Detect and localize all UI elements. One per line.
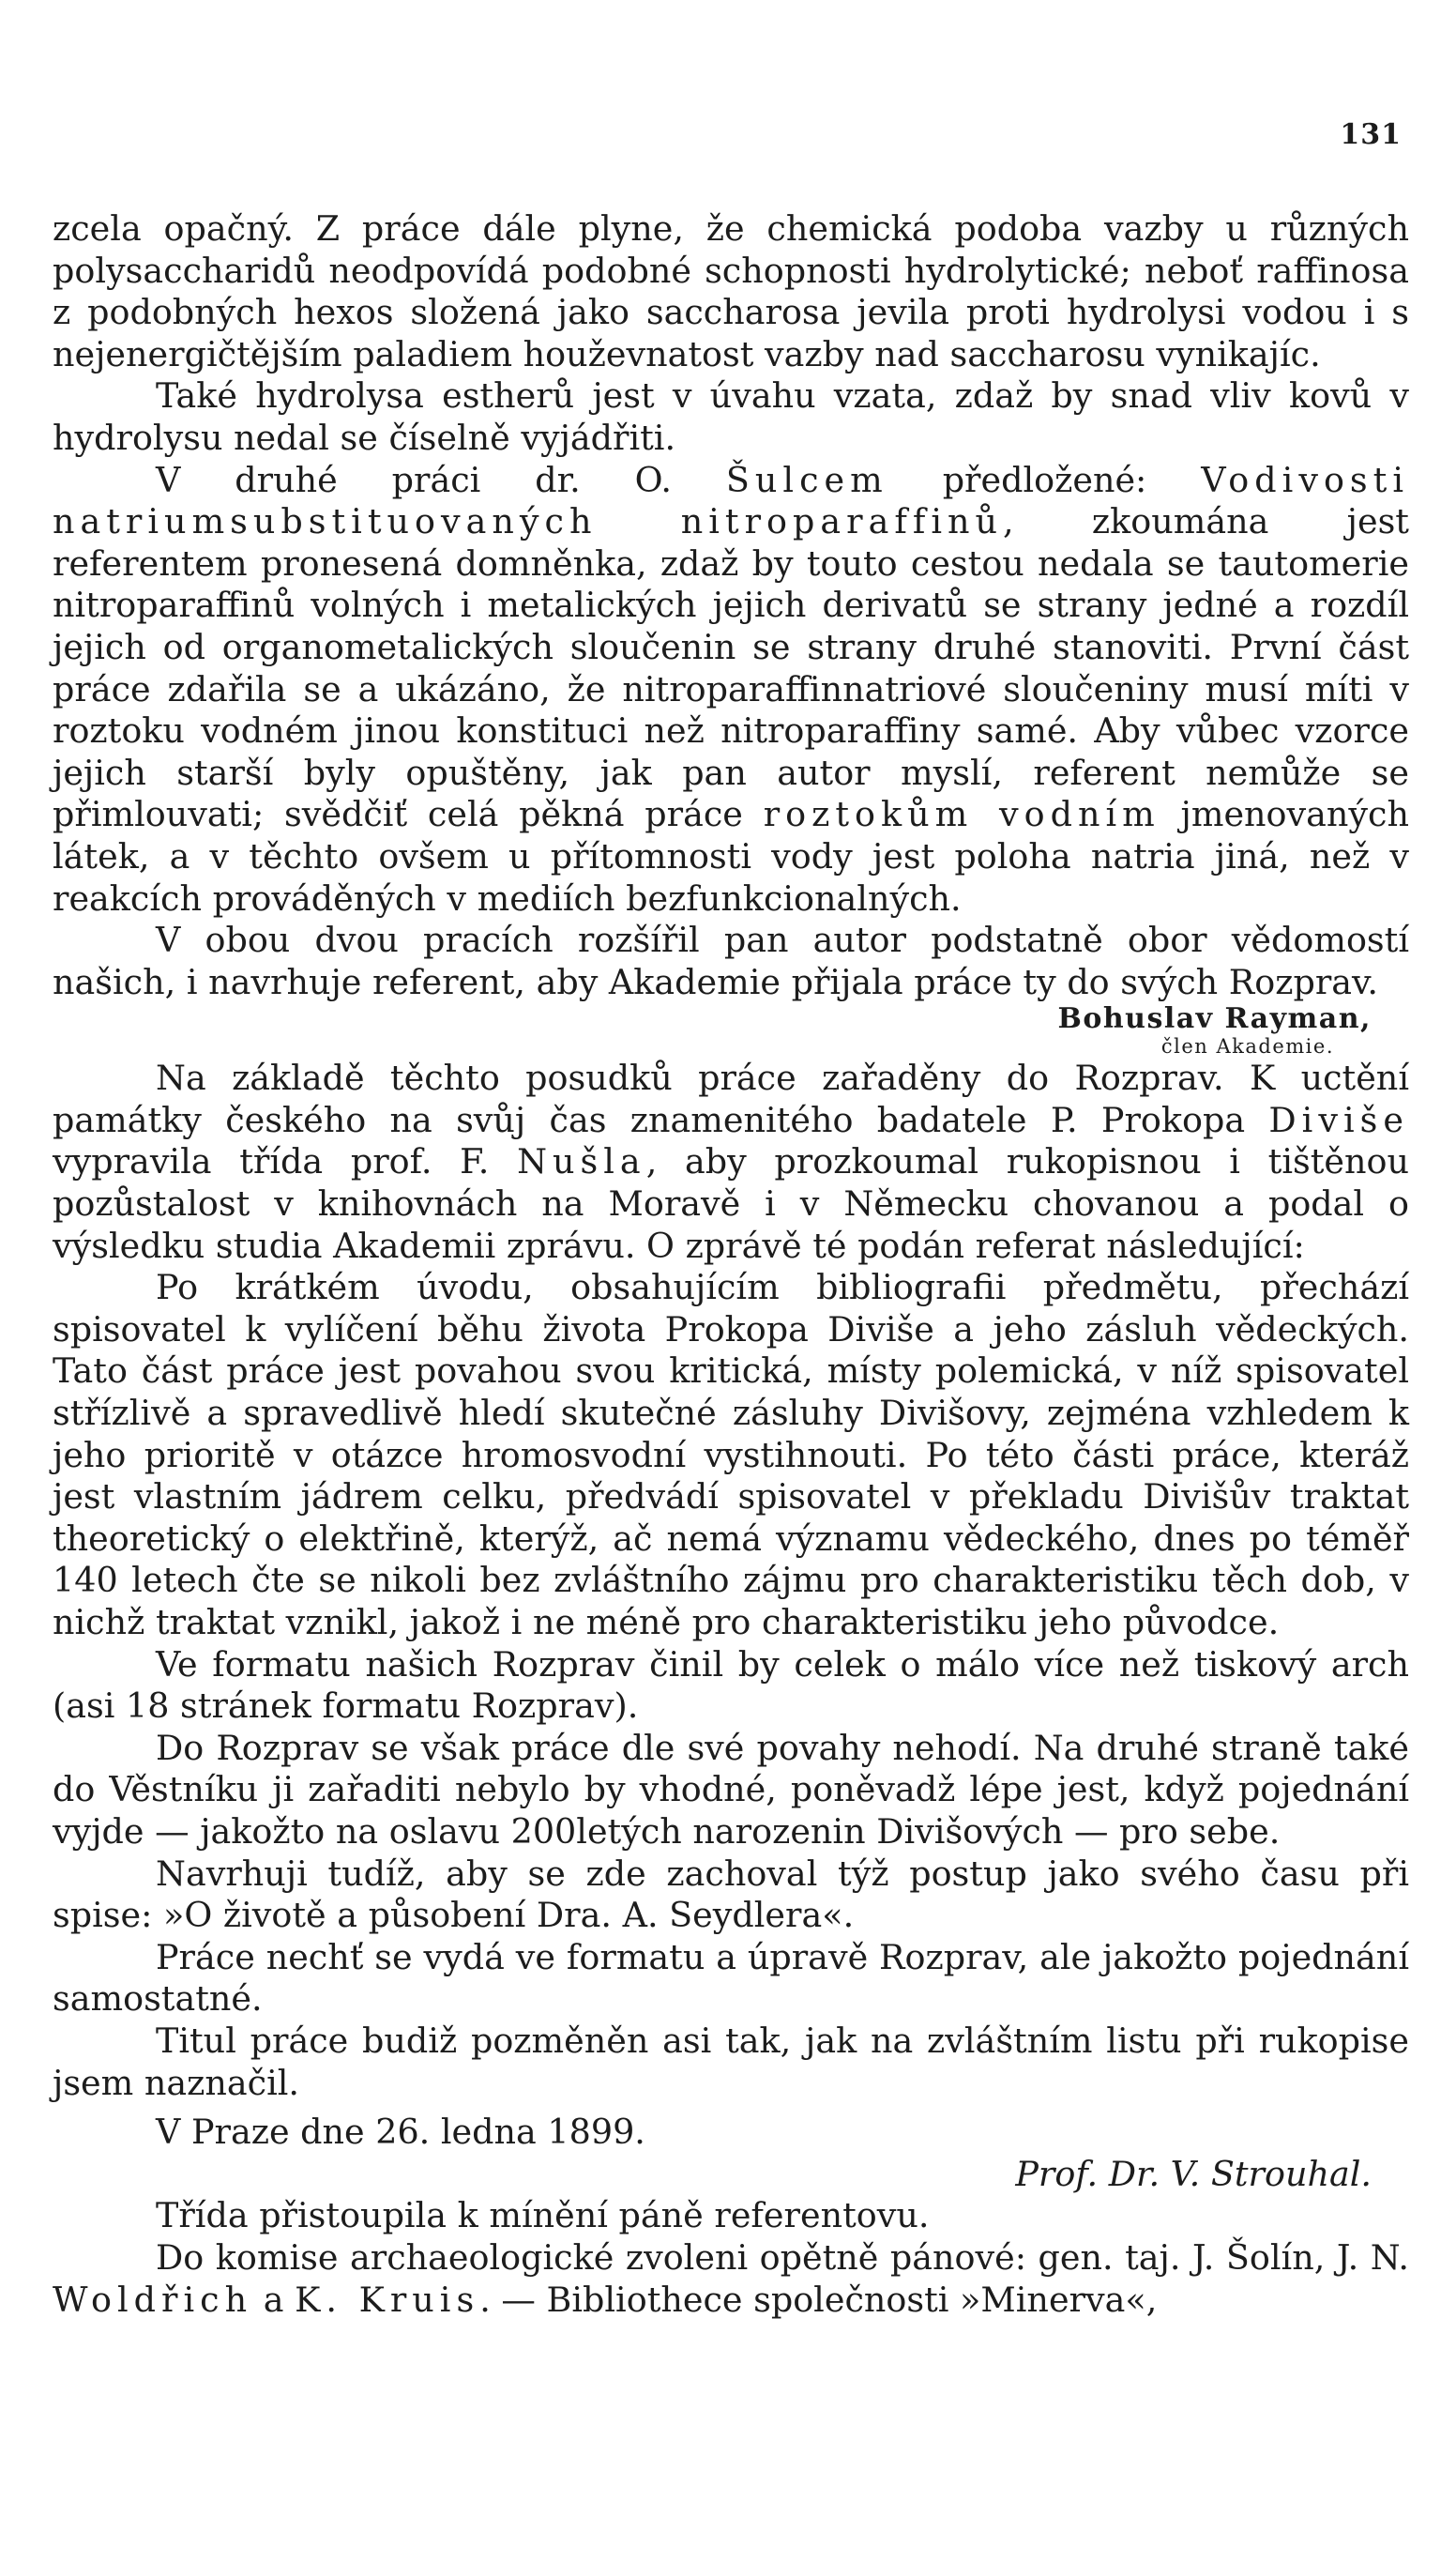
paragraph-text: a bbox=[252, 2279, 296, 2320]
paragraph bbox=[53, 1644, 1409, 1728]
paragraph-text: zcela opačný. Z práce dále plyne, že chemická podoba vazby u různých polysaccharidů neodpovídá podobné schopnosti hydrolytické; neboť raffinosa z podobných hexos složená jako saccharosa jevila proti hydrolysi vodou i s nejenergičtějším paladiem houževnatost vazby nad saccharosu vynikajíc. bbox=[53, 208, 1409, 374]
paragraph-text: Do Rozprav se však práce dle své povahy nehodí. Na druhé straně také do Věstníku ji zařaditi nebylo by vhodné, poněvadž lépe jest, když pojednání vyjde — jakožto na oslavu 200letých narozenin Divišových — pro sebe. bbox=[53, 1727, 1409, 1852]
paragraph-text: Titul práce budiž pozměněn asi tak, jak na zvláštním listu při rukopise jsem naznačil. bbox=[53, 2020, 1409, 2103]
signature-name: Bohuslav Rayman, bbox=[1057, 1002, 1372, 1036]
paragraph bbox=[53, 375, 1409, 459]
paragraph-text: , aby prozkoumal rukopisnou i tištěnou pozůstalost v knihovnách na Moravě i v Německu chovanou a podal o výsledku studia Akademii zprávu. O zprávě té podán referat následující: bbox=[53, 1141, 1409, 1266]
person-name: Woldřich bbox=[53, 2279, 253, 2320]
body-text bbox=[53, 208, 1409, 2321]
person-name: Šolín bbox=[1225, 2236, 1314, 2278]
paragraph bbox=[53, 2237, 1409, 2321]
person-name: K. Kruis bbox=[295, 2279, 480, 2320]
paragraph-text: Do komise archaeologické zvoleni opětně pánové: gen. taj. J. bbox=[156, 2236, 1226, 2278]
paragraph bbox=[53, 1728, 1409, 1853]
paragraph-text: , zkoumána jest referentem pronesená domněnka, zdaž by touto cestou nedala se tautomerie nitroparaffinů volných i metalických jejich derivatů se strany jedné a rozdíl jejich od organometalických sloučenin se strany druhé stanoviti. První část práce zdařila se a ukázáno, že nitroparaffinnatriové sloučeniny musí míti v roztoku vodném jinou konstituci než nitroparaffiny samé. Aby vůbec vzorce jejich starší byly opuštěny, jak pan autor myslí, referent nemůže se přimlouvati; svědčiť celá pěkná práce bbox=[53, 501, 1409, 835]
paragraph bbox=[53, 1267, 1409, 1643]
person-name: Diviše bbox=[1268, 1099, 1409, 1140]
paragraph bbox=[53, 208, 1409, 375]
paragraph-text: Ve formatu našich Rozprav činil by celek o málo více než tiskový arch (asi 18 stránek formatu Rozprav). bbox=[53, 1643, 1409, 1727]
paragraph bbox=[53, 1853, 1409, 1937]
paragraph-text: , J. N. bbox=[1313, 2236, 1409, 2278]
paragraph-text: Navrhuji tudíž, aby se zde zachoval týž postup jako svého času při spise: »O životě a působení Dra. A. Seydlera«. bbox=[53, 1853, 1409, 1936]
paragraph-text: Práce nechť se vydá ve formatu a úpravě Rozprav, ale jakožto pojednání samostatné. bbox=[53, 1936, 1409, 2020]
author-name: Šulcem bbox=[725, 459, 888, 500]
page-number: 131 bbox=[1340, 118, 1402, 151]
paragraph bbox=[53, 920, 1409, 1003]
paragraph-text: V Praze dne 26. ledna 1899. bbox=[156, 2112, 645, 2153]
paragraph-text: Také hydrolysa estherů jest v úvahu vzata, zdaž by snad vliv kovů v hydrolysu nedal se číselně vyjádřiti. bbox=[53, 375, 1409, 458]
person-name: Nušla bbox=[517, 1141, 646, 1182]
paragraph bbox=[53, 1058, 1409, 1267]
paragraph bbox=[53, 1937, 1409, 2021]
paragraph-text: Třída přistoupila k mínění páně referentovu. bbox=[156, 2195, 930, 2236]
paragraph-text: . — Bibliothece společnosti »Minerva«, bbox=[479, 2279, 1158, 2320]
paragraph-date bbox=[53, 2112, 1409, 2154]
paragraph-text: V druhé práci dr. O. bbox=[156, 459, 726, 500]
paragraph bbox=[53, 2195, 1409, 2237]
paragraph-text: Na základě těchto posudků práce zařaděny do Rozprav. K uctění památky českého na svůj čas znamenitého badatele P. Prokopa bbox=[53, 1058, 1409, 1140]
signature-strouhal: Prof. Dr. V. Strouhal. bbox=[1015, 2153, 1372, 2194]
paragraph-text: vypravila třída prof. F. bbox=[53, 1141, 518, 1182]
paragraph-text: Po krátkém úvodu, obsahujícím bibliografii předmětu, přechází spisovatel k vylíčení běhu života Prokopa Diviše a jeho zásluh vědeckých. Tato část práce jest povahou svou kritická, místy polemická, v níž spisovatel střízlivě a spravedlivě hledí skutečné zásluhy Divišovy, zejména vzhledem k jeho prioritě v otázce hromosvodní vystihnouti. Po této části práce, kteráž jest vlastním jádrem celku, předvádí spisovatel v překladu Divišův traktat theoretický o elektřině, kterýž, ač nemá významu vědeckého, dnes po téměř 140 letech čte se nikoli bez zvláštního zájmu pro charakteristiku těch dob, v nichž traktat vznikl, jakož i ne méně pro charakteristiku jeho původce. bbox=[53, 1267, 1409, 1642]
paragraph-text: V obou dvou pracích rozšířil pan autor podstatně obor vědomostí našich, i navrhuje referent, aby Akademie přijala práce ty do svých Rozprav. bbox=[53, 920, 1409, 1002]
paragraph-text: předložené: bbox=[887, 459, 1202, 500]
paragraph bbox=[53, 2021, 1409, 2104]
work-title: Vodivosti natriumsubstituovaných nitroparaffinů bbox=[53, 459, 1409, 542]
paragraph bbox=[53, 460, 1409, 921]
emphasis-text: roztokům vodním bbox=[763, 794, 1160, 835]
paragraph-text: jmenovaných látek, a v těchto ovšem u přítomnosti vody jest poloha natria jiná, než v reakcích prováděných v mediích bezfunkcionalných. bbox=[53, 794, 1409, 919]
signature-role: člen Akademie. bbox=[1160, 1035, 1334, 1059]
